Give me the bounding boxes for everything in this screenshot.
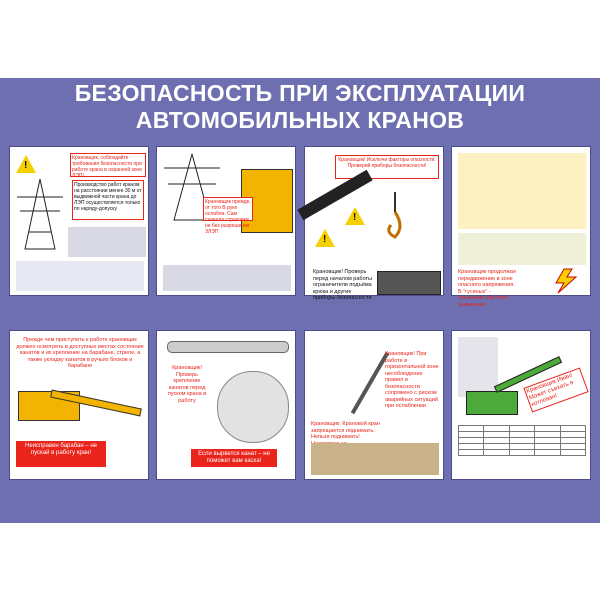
rope-clamp-illustration bbox=[167, 341, 289, 353]
warning-triangle-icon bbox=[315, 229, 335, 247]
title-line-2: АВТОМОБИЛЬНЫХ КРАНОВ bbox=[135, 107, 465, 133]
panel-short-circuit bbox=[451, 146, 591, 308]
safety-devices-note: Крановщик! Проверь перед началом работы ограничители подъёма крюка и другие приборы безопасности bbox=[313, 269, 372, 301]
crane-truck-illustration bbox=[466, 391, 518, 415]
panel-rope-fastening bbox=[156, 330, 296, 480]
power-tower-icon bbox=[15, 177, 65, 252]
panel-power-line-zone bbox=[9, 146, 149, 296]
short-circuit-note: Крановщик продолжая передвижение в зоне опасного напряжения. В "гусиных" - прыжками короткое замыкание bbox=[458, 269, 516, 308]
safety-devices-heading: Крановщик! Исключи факторы опасности. Проверяй приборы безопасности! bbox=[335, 155, 439, 179]
warning-triangle-icon bbox=[345, 207, 365, 225]
power-line-note: Производство работ краном на расстоянии менее 30 м от выдвижной части крана до ЛЭП осуществляется только по наряду-допуску bbox=[72, 180, 144, 220]
lightning-icon bbox=[552, 269, 582, 293]
rope-fastening-note: Крановщик! Проверь крепление канатов перед пуском крана в работу bbox=[167, 365, 207, 404]
table-illustration bbox=[458, 233, 586, 265]
panel-load-lifting bbox=[304, 330, 444, 480]
diagram-illustration bbox=[458, 153, 586, 229]
power-line-heading: Крановщик, соблюдайте требования безопасности при работе крана в охранной зоне ЛЭП! bbox=[70, 153, 146, 177]
panel-crane-cabin bbox=[156, 146, 296, 296]
crane-parts-illustration bbox=[163, 265, 291, 291]
title-line-1: БЕЗОПАСНОСТЬ ПРИ ЭКСПЛУАТАЦИИ bbox=[74, 80, 526, 106]
cabin-warning: Крановщик прежде, от того В руке ослабла. Сам сначала страховки не без разрешения ЗЛЭП bbox=[203, 197, 253, 221]
load-lifting-note: Крановщик: Крановой кран запрещается поднимать. Нельзя поднимать! bbox=[311, 421, 380, 440]
accident-illustration bbox=[311, 443, 439, 475]
drum-warning: Неисправен барабан – не пускай в работу кран! bbox=[16, 441, 106, 467]
drum-illustration bbox=[217, 371, 289, 443]
panel-safety-devices bbox=[304, 146, 444, 301]
crane-hook-icon bbox=[380, 192, 410, 242]
pit-edge-callout: Крановщик Иван! Может съехать в котлован! bbox=[523, 368, 588, 413]
control-panel-illustration bbox=[377, 271, 441, 295]
load-lifting-side-note: Крановщик! При работе в горизонтальной зоне несоблюдение правил и безопасности сопряжено с риском аварийных ситуаций при ослаблении bbox=[385, 351, 439, 409]
rope-inspection-heading: Прежде чем приступить к работе крановщик должен осмотреть в доступных местах состояние канатов и их крепление на барабане, стреле, а также укладку канатов в ручьях блоков и барабане bbox=[16, 337, 144, 369]
load-table bbox=[458, 425, 586, 456]
panel-rope-inspection bbox=[9, 330, 149, 480]
warning-triangle-icon bbox=[16, 155, 36, 173]
helmet-warning: Если вырвется канат – не поможет вам каска! bbox=[191, 449, 277, 467]
poster-title bbox=[0, 80, 600, 134]
crane-boom bbox=[351, 352, 389, 415]
illustration-placeholder bbox=[16, 261, 144, 291]
building-illustration bbox=[458, 337, 498, 397]
illustration-placeholder bbox=[68, 227, 146, 257]
panel-pit-edge bbox=[451, 330, 591, 480]
